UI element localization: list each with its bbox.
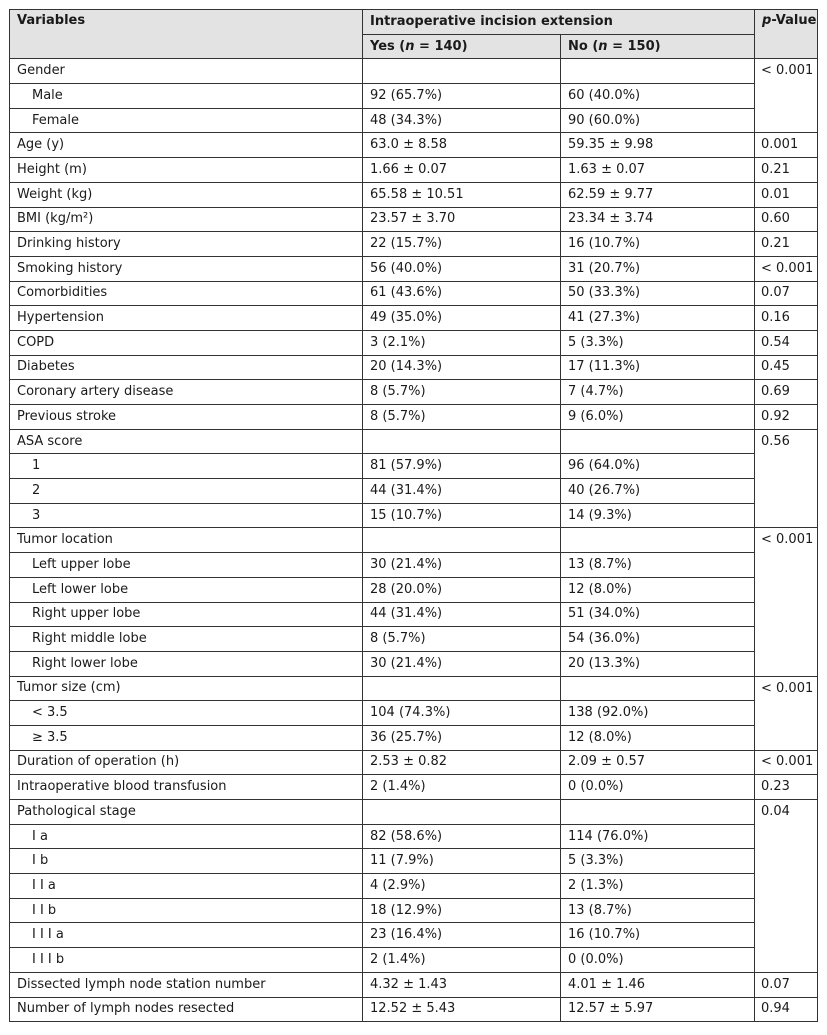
row-label: Comorbidities [10, 281, 363, 306]
row-label: Hypertension [10, 306, 363, 331]
row-yes: 61 (43.6%) [363, 281, 561, 306]
table-row [10, 948, 818, 973]
row-no: 62.59 ± 9.77 [561, 182, 755, 207]
row-label: I b [10, 849, 363, 874]
table-container [9, 9, 817, 1022]
row-yes: 23.57 ± 3.70 [363, 207, 561, 232]
row-no [561, 59, 755, 84]
row-label: I a [10, 824, 363, 849]
header-variables: Variables [10, 10, 363, 59]
row-yes: 36 (25.7%) [363, 725, 561, 750]
row-yes: 18 (12.9%) [363, 898, 561, 923]
table-row [10, 207, 818, 232]
row-pvalue: 0.21 [755, 158, 818, 183]
row-label: Right upper lobe [10, 602, 363, 627]
table-row [10, 84, 818, 109]
row-no: 0 (0.0%) [561, 948, 755, 973]
table-row [10, 454, 818, 479]
table-row [10, 330, 818, 355]
row-pvalue: 0.16 [755, 306, 818, 331]
table-row [10, 898, 818, 923]
row-yes: 44 (31.4%) [363, 479, 561, 504]
row-label: ASA score [10, 429, 363, 454]
row-label: Left upper lobe [10, 553, 363, 578]
table-row [10, 182, 818, 207]
row-pvalue: 0.04 [755, 800, 818, 973]
row-yes: 22 (15.7%) [363, 232, 561, 257]
row-no: 20 (13.3%) [561, 651, 755, 676]
row-label: Number of lymph nodes resected [10, 997, 363, 1022]
header-row-1 [10, 10, 818, 35]
row-yes: 2 (1.4%) [363, 775, 561, 800]
row-label: Smoking history [10, 256, 363, 281]
row-pvalue: 0.92 [755, 405, 818, 430]
table-row [10, 849, 818, 874]
row-no: 23.34 ± 3.74 [561, 207, 755, 232]
table-row [10, 923, 818, 948]
row-label: COPD [10, 330, 363, 355]
row-no [561, 800, 755, 825]
row-yes: 104 (74.3%) [363, 701, 561, 726]
table-row [10, 405, 818, 430]
table-row [10, 553, 818, 578]
table-row [10, 133, 818, 158]
row-label: Tumor location [10, 528, 363, 553]
row-yes: 30 (21.4%) [363, 651, 561, 676]
row-label: I I a [10, 874, 363, 899]
table-row [10, 256, 818, 281]
row-yes: 20 (14.3%) [363, 355, 561, 380]
row-yes: 44 (31.4%) [363, 602, 561, 627]
row-pvalue: 0.07 [755, 972, 818, 997]
row-label: I I I b [10, 948, 363, 973]
row-yes: 12.52 ± 5.43 [363, 997, 561, 1022]
row-yes [363, 528, 561, 553]
table-row [10, 972, 818, 997]
row-label: Left lower lobe [10, 577, 363, 602]
row-label: Tumor size (cm) [10, 676, 363, 701]
row-no: 17 (11.3%) [561, 355, 755, 380]
row-pvalue: 0.001 [755, 133, 818, 158]
row-label: < 3.5 [10, 701, 363, 726]
row-no: 12 (8.0%) [561, 725, 755, 750]
row-yes [363, 59, 561, 84]
row-no: 14 (9.3%) [561, 503, 755, 528]
row-label: 1 [10, 454, 363, 479]
row-pvalue: < 0.001 [755, 676, 818, 750]
row-label: I I b [10, 898, 363, 923]
header-no: No (n = 150) [561, 34, 755, 59]
row-no: 9 (6.0%) [561, 405, 755, 430]
row-yes [363, 429, 561, 454]
row-no: 2 (1.3%) [561, 874, 755, 899]
row-no: 50 (33.3%) [561, 281, 755, 306]
row-label: 2 [10, 479, 363, 504]
header-pvalue [755, 10, 818, 59]
table-row [10, 306, 818, 331]
row-pvalue: 0.69 [755, 380, 818, 405]
row-label: Pathological stage [10, 800, 363, 825]
row-pvalue: < 0.001 [755, 59, 818, 133]
row-yes: 8 (5.7%) [363, 405, 561, 430]
row-no: 90 (60.0%) [561, 108, 755, 133]
table-row [10, 627, 818, 652]
row-no: 4.01 ± 1.46 [561, 972, 755, 997]
table-row [10, 380, 818, 405]
row-yes: 4 (2.9%) [363, 874, 561, 899]
table-row [10, 577, 818, 602]
row-no: 12.57 ± 5.97 [561, 997, 755, 1022]
row-no: 5 (3.3%) [561, 849, 755, 874]
table-row [10, 750, 818, 775]
row-no [561, 676, 755, 701]
table-row [10, 775, 818, 800]
table-row [10, 725, 818, 750]
row-no: 0 (0.0%) [561, 775, 755, 800]
row-yes: 8 (5.7%) [363, 627, 561, 652]
row-no: 138 (92.0%) [561, 701, 755, 726]
row-label: Previous stroke [10, 405, 363, 430]
row-label: Right middle lobe [10, 627, 363, 652]
table-row [10, 158, 818, 183]
row-yes: 82 (58.6%) [363, 824, 561, 849]
row-label: Dissected lymph node station number [10, 972, 363, 997]
table-row [10, 528, 818, 553]
row-yes: 28 (20.0%) [363, 577, 561, 602]
row-pvalue: 0.23 [755, 775, 818, 800]
row-yes [363, 800, 561, 825]
row-no: 59.35 ± 9.98 [561, 133, 755, 158]
row-no: 7 (4.7%) [561, 380, 755, 405]
patient-characteristics-table [9, 9, 818, 1022]
table-row [10, 429, 818, 454]
row-yes: 3 (2.1%) [363, 330, 561, 355]
row-yes: 30 (21.4%) [363, 553, 561, 578]
row-pvalue: 0.56 [755, 429, 818, 528]
row-yes: 48 (34.3%) [363, 108, 561, 133]
table-row [10, 997, 818, 1022]
row-yes: 81 (57.9%) [363, 454, 561, 479]
row-label: Diabetes [10, 355, 363, 380]
row-no: 16 (10.7%) [561, 232, 755, 257]
row-pvalue: 0.01 [755, 182, 818, 207]
table-row [10, 651, 818, 676]
header-yes: Yes (n = 140) [363, 34, 561, 59]
row-label: Right lower lobe [10, 651, 363, 676]
row-pvalue: 0.45 [755, 355, 818, 380]
row-no: 1.63 ± 0.07 [561, 158, 755, 183]
table-row [10, 676, 818, 701]
row-no: 96 (64.0%) [561, 454, 755, 479]
row-label: Drinking history [10, 232, 363, 257]
table-row [10, 701, 818, 726]
table-row [10, 59, 818, 84]
row-yes: 2.53 ± 0.82 [363, 750, 561, 775]
table-row [10, 108, 818, 133]
row-no: 60 (40.0%) [561, 84, 755, 109]
row-no: 13 (8.7%) [561, 553, 755, 578]
row-label: Gender [10, 59, 363, 84]
row-no: 16 (10.7%) [561, 923, 755, 948]
row-no [561, 528, 755, 553]
row-no: 41 (27.3%) [561, 306, 755, 331]
row-no: 31 (20.7%) [561, 256, 755, 281]
row-pvalue: < 0.001 [755, 750, 818, 775]
row-no: 12 (8.0%) [561, 577, 755, 602]
row-yes: 56 (40.0%) [363, 256, 561, 281]
row-no [561, 429, 755, 454]
row-yes: 92 (65.7%) [363, 84, 561, 109]
row-no: 40 (26.7%) [561, 479, 755, 504]
row-no: 51 (34.0%) [561, 602, 755, 627]
row-yes: 65.58 ± 10.51 [363, 182, 561, 207]
row-pvalue: 0.07 [755, 281, 818, 306]
row-yes: 1.66 ± 0.07 [363, 158, 561, 183]
row-no: 54 (36.0%) [561, 627, 755, 652]
row-pvalue: 0.21 [755, 232, 818, 257]
table-row [10, 602, 818, 627]
row-yes: 63.0 ± 8.58 [363, 133, 561, 158]
row-pvalue: 0.54 [755, 330, 818, 355]
row-pvalue: 0.94 [755, 997, 818, 1022]
row-pvalue: < 0.001 [755, 528, 818, 676]
row-label: Male [10, 84, 363, 109]
row-yes: 49 (35.0%) [363, 306, 561, 331]
row-no: 114 (76.0%) [561, 824, 755, 849]
header-pvalue-italic: p [762, 13, 772, 28]
row-label: ≥ 3.5 [10, 725, 363, 750]
row-yes: 8 (5.7%) [363, 380, 561, 405]
row-label: Coronary artery disease [10, 380, 363, 405]
row-no: 13 (8.7%) [561, 898, 755, 923]
table-row [10, 503, 818, 528]
row-label: 3 [10, 503, 363, 528]
table-row [10, 281, 818, 306]
row-label: Age (y) [10, 133, 363, 158]
table-row [10, 800, 818, 825]
row-label: Female [10, 108, 363, 133]
row-yes: 23 (16.4%) [363, 923, 561, 948]
table-row [10, 479, 818, 504]
row-pvalue: 0.60 [755, 207, 818, 232]
row-pvalue: < 0.001 [755, 256, 818, 281]
row-label: Height (m) [10, 158, 363, 183]
row-yes [363, 676, 561, 701]
row-label: Intraoperative blood transfusion [10, 775, 363, 800]
table-row [10, 824, 818, 849]
row-label: BMI (kg/m²) [10, 207, 363, 232]
row-yes: 2 (1.4%) [363, 948, 561, 973]
row-yes: 4.32 ± 1.43 [363, 972, 561, 997]
row-yes: 11 (7.9%) [363, 849, 561, 874]
table-row [10, 355, 818, 380]
row-no: 2.09 ± 0.57 [561, 750, 755, 775]
header-group-title: Intraoperative incision extension [363, 10, 755, 35]
row-no: 5 (3.3%) [561, 330, 755, 355]
row-yes: 15 (10.7%) [363, 503, 561, 528]
table-row [10, 232, 818, 257]
row-label: Duration of operation (h) [10, 750, 363, 775]
table-row [10, 874, 818, 899]
header-pvalue-rest: -Value [771, 13, 817, 28]
row-label: Weight (kg) [10, 182, 363, 207]
row-label: I I I a [10, 923, 363, 948]
